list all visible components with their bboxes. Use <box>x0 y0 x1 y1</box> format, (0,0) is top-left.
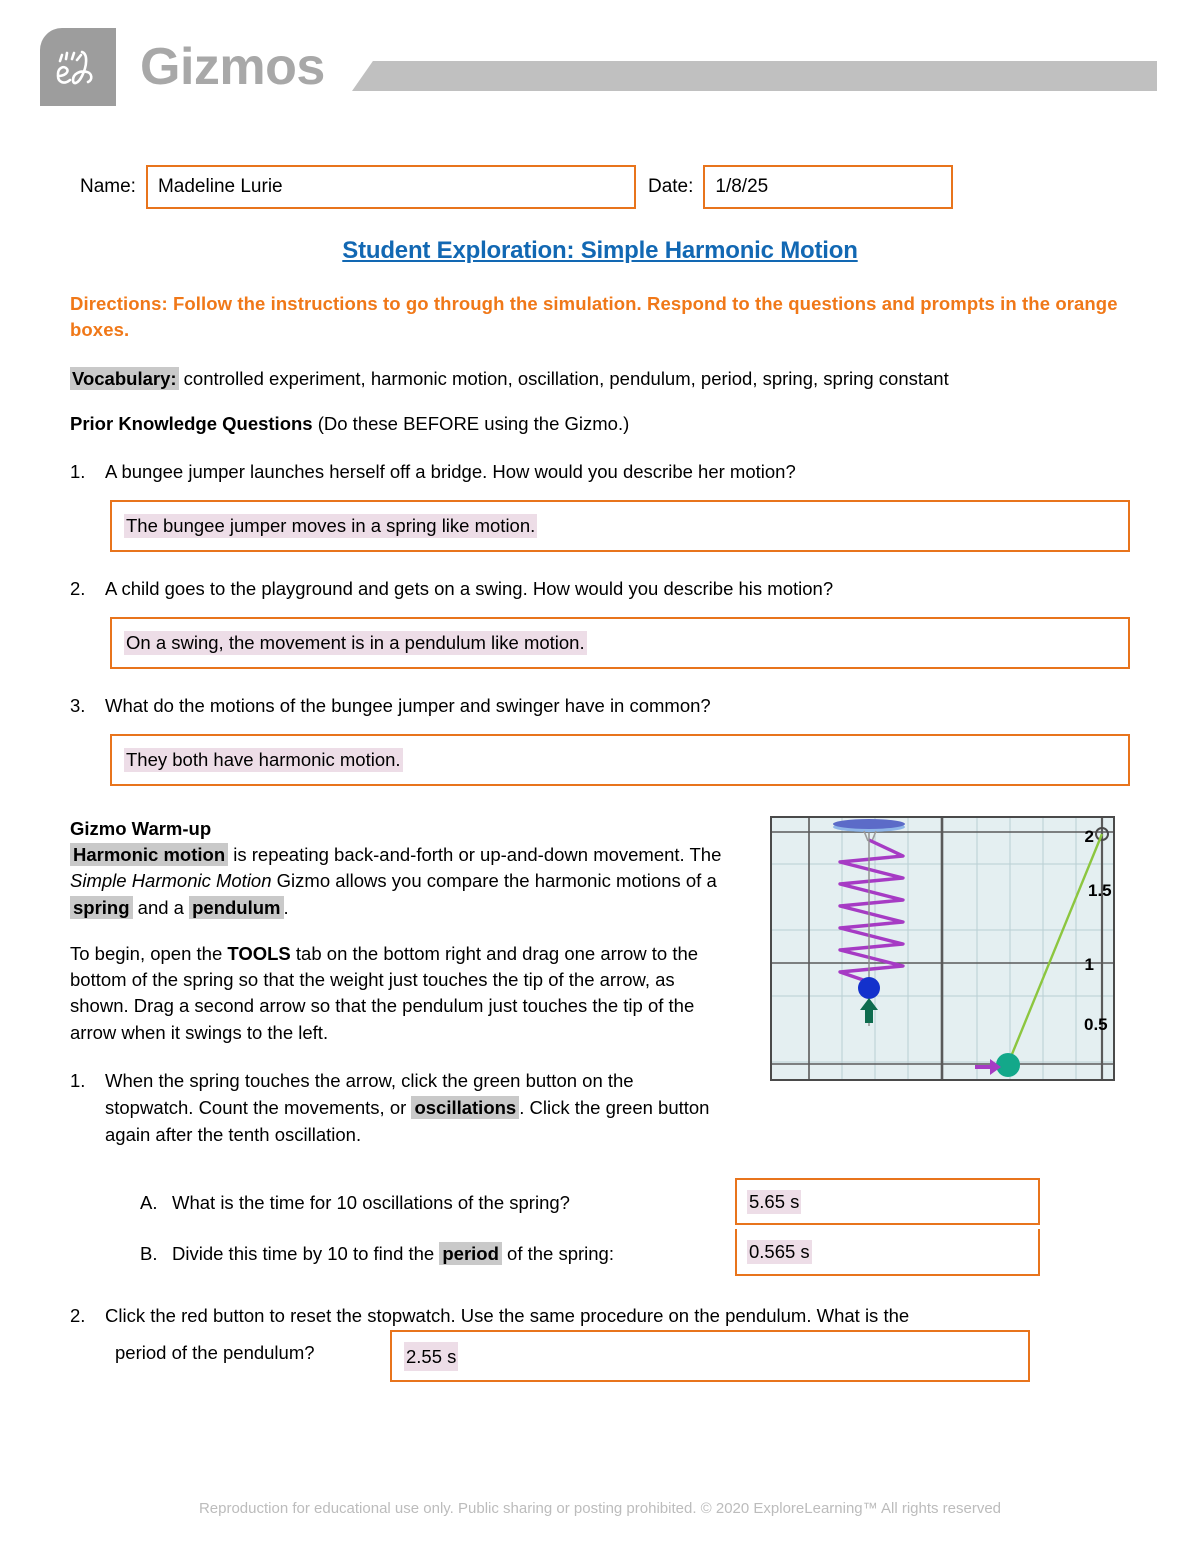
question-text-line1: Click the red button to reset the stopwatch. Use the same procedure on the pendulum. What is the <box>105 1305 910 1327</box>
answer-text: 2.55 s <box>404 1342 458 1372</box>
prior-question-3 <box>70 693 1130 720</box>
warmup-q1-b: . Click the green button again after the tenth oscillation. <box>105 1096 710 1145</box>
scale-label-2: 2 <box>1084 826 1094 846</box>
answer-box-pendulum-period[interactable] <box>390 1330 1030 1382</box>
subquestion-text <box>172 1243 614 1265</box>
term-period: period <box>439 1242 502 1265</box>
answer-box-spring-time[interactable] <box>735 1178 1040 1225</box>
term-oscillations: oscillations <box>411 1096 519 1119</box>
subquestion-text: What is the time for 10 oscillations of the spring? <box>172 1191 570 1213</box>
question-number: 3. <box>70 695 86 717</box>
warmup-subquestion-a <box>140 1178 1040 1225</box>
scale-label-1-5: 1.5 <box>1088 880 1112 900</box>
vocabulary-line <box>70 366 1130 392</box>
name-label: Name: <box>80 176 136 197</box>
name-input[interactable]: Madeline Lurie <box>146 165 636 209</box>
warmup-question-2 <box>70 1302 1130 1367</box>
warmup-text <box>70 816 730 1046</box>
page-title: Student Exploration: Simple Harmonic Motion <box>342 237 858 264</box>
answer-text: 5.65 s <box>749 1190 800 1212</box>
spring-weight <box>858 977 880 999</box>
warmup-paragraph-2 <box>70 941 730 1046</box>
pendulum-bob <box>996 1053 1020 1077</box>
subquestion-letter: A. <box>140 1191 158 1213</box>
vocabulary-terms: controlled experiment, harmonic motion, oscillation, pendulum, period, spring, spring constant <box>178 367 949 389</box>
simulation-figure <box>770 816 1115 1081</box>
question-text: A bungee jumper launches herself off a bridge. How would you describe her motion? <box>105 461 796 483</box>
answer-box-spring-period[interactable] <box>735 1229 1040 1276</box>
prior-knowledge-title: Prior Knowledge Questions <box>70 413 313 435</box>
warmup-p1-b: Gizmo allows you compare the harmonic motions of a <box>271 870 717 892</box>
warmup-q1-a: When the spring touches the arrow, click the green button on the stopwatch. Count the movements, or <box>105 1069 634 1118</box>
header-accent-bar <box>352 61 1157 91</box>
answer-box-3[interactable] <box>110 734 1130 786</box>
warmup-section <box>0 816 1200 1046</box>
question-number: 1. <box>70 461 86 483</box>
warmup-question-1 <box>70 1068 710 1148</box>
warmup-paragraph-1 <box>70 842 730 921</box>
el-monogram-icon <box>40 28 116 106</box>
prior-question-2 <box>70 576 1130 603</box>
brand-name: Gizmos <box>140 38 325 96</box>
page-footer: Reproduction for educational use only. Public sharing or posting prohibited. © 2020 ExploreLearning™ All rights reserved <box>198 1500 1002 1517</box>
question-text <box>105 1068 710 1148</box>
prior-knowledge-heading <box>70 413 1130 435</box>
term-pendulum: pendulum <box>189 896 283 919</box>
subquestion-a-label <box>140 1178 735 1225</box>
answer-box-1[interactable] <box>110 500 1130 552</box>
term-spring: spring <box>70 896 133 919</box>
warmup-heading <box>70 816 730 842</box>
warmup-p1-c: and a <box>132 896 190 918</box>
prior-question-1 <box>70 459 1130 486</box>
answer-text: On a swing, the movement is in a pendulum like motion. <box>126 632 585 654</box>
subquestion-b-b: of the spring: <box>501 1242 614 1264</box>
date-label: Date: <box>647 176 694 197</box>
gizmo-name-italic: Simple Harmonic Motion <box>70 870 272 892</box>
question-number: 2. <box>70 578 86 600</box>
warmup-p2-b: tab on the bottom right and drag one arrow to the bottom of the spring so that the weight just touches the tip of the arrow, as shown. Drag a second arrow so that the pendulum just touches the tip of the arrow when it swings to the left. <box>70 942 699 1043</box>
page-header <box>0 0 1200 140</box>
term-harmonic-motion: Harmonic motion <box>70 843 228 866</box>
warmup-heading-label: Gizmo Warm-up <box>70 817 212 839</box>
warmup-p1-d: . <box>283 896 289 918</box>
subquestion-letter: B. <box>140 1242 158 1264</box>
date-input[interactable]: 1/8/25 <box>703 165 953 209</box>
warmup-p1-a: is repeating back-and-forth or up-and-down movement. The <box>228 844 722 866</box>
question-number: 1. <box>70 1069 86 1091</box>
tools-tab-label: TOOLS <box>227 942 291 964</box>
answer-text: The bungee jumper moves in a spring like motion. <box>126 515 536 537</box>
spring-ceiling-plate <box>833 819 905 832</box>
scale-label-0-5: 0.5 <box>1084 1014 1108 1034</box>
answer-text: 0.565 s <box>749 1240 810 1262</box>
subquestion-b-label <box>140 1229 735 1276</box>
question-number: 2. <box>70 1305 86 1327</box>
document-body <box>0 140 1200 1367</box>
warmup-subquestion-b <box>140 1229 1040 1276</box>
answer-box-2[interactable] <box>110 617 1130 669</box>
simulation-canvas <box>772 818 1113 1079</box>
name-date-row <box>80 165 1130 209</box>
subquestion-b-a: Divide this time by 10 to find the <box>172 1242 440 1264</box>
question-text-line2: period of the pendulum? <box>115 1342 315 1364</box>
vocabulary-label: Vocabulary: <box>72 367 177 389</box>
directions-text: Directions: Follow the instructions to go through the simulation. Respond to the questions and prompts in the orange boxes. <box>70 293 1118 341</box>
question-text: A child goes to the playground and gets on a swing. How would you describe his motion? <box>105 578 834 600</box>
warmup-p2-a: To begin, open the <box>70 942 228 964</box>
answer-text: They both have harmonic motion. <box>126 748 401 770</box>
prior-knowledge-subtext: (Do these BEFORE using the Gizmo.) <box>312 413 630 435</box>
question-text: What do the motions of the bungee jumper and swinger have in common? <box>105 695 711 717</box>
scale-label-1: 1 <box>1084 954 1094 974</box>
